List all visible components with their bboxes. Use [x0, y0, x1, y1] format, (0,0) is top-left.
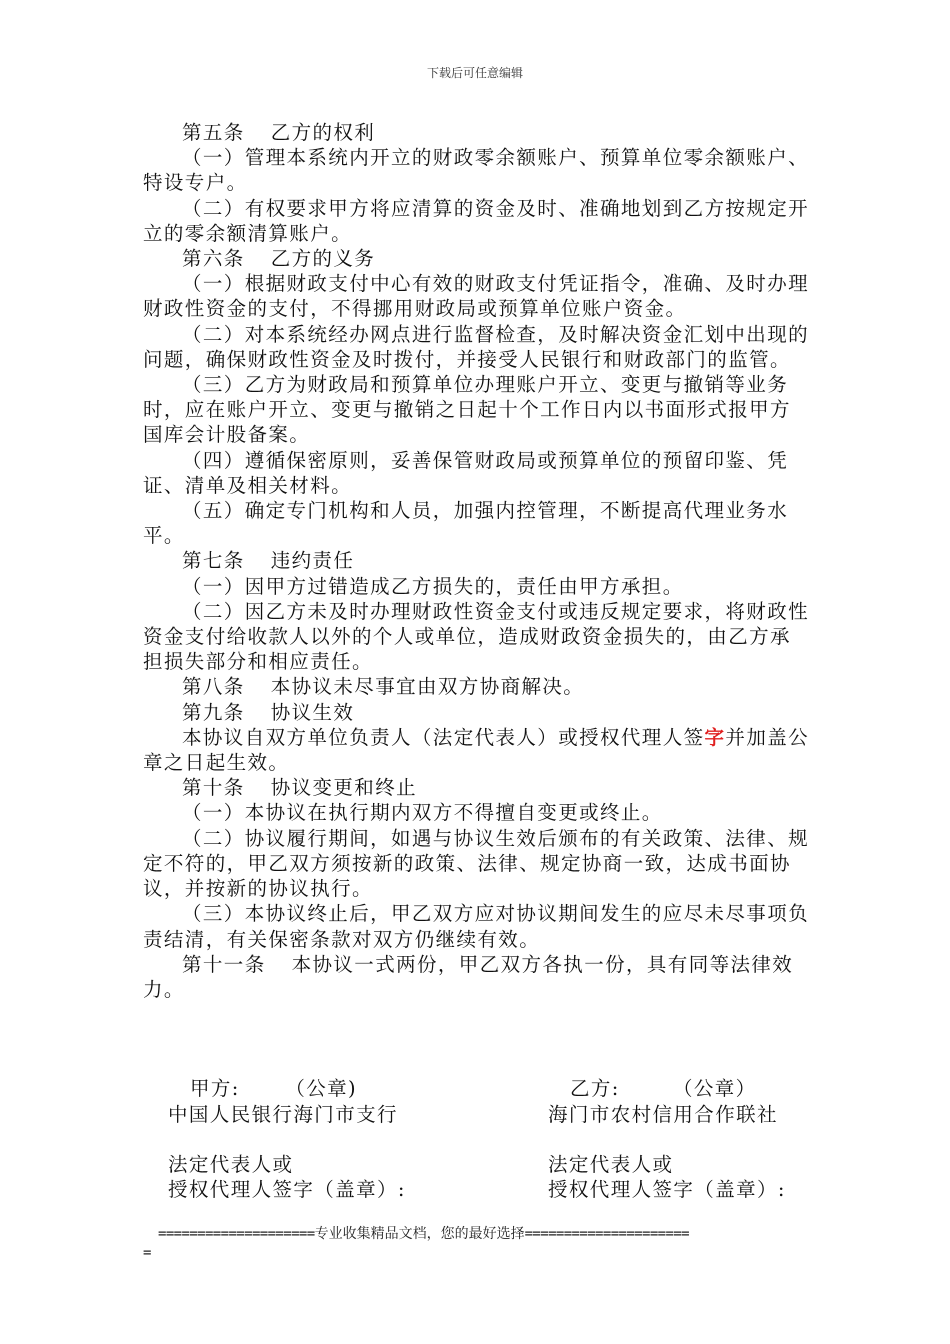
party-a-rep-line2: 授权代理人签字（盖章）:	[168, 1178, 406, 1201]
article-heading	[143, 952, 811, 1002]
article-heading	[143, 674, 811, 699]
article-number: 第八条	[182, 675, 245, 699]
party-a-rep-line1: 法定代表人或	[168, 1153, 294, 1176]
clause-paragraph	[143, 725, 811, 775]
article-number: 第十一条	[182, 952, 266, 976]
clause-paragraph: （一）管理本系统内开立的财政零余额账户、预算单位零余额账户、特设专户。	[143, 146, 810, 195]
party-b-rep-line1: 法定代表人或	[548, 1153, 674, 1176]
highlighted-char: 字	[704, 725, 726, 749]
article-number: 第九条	[182, 700, 245, 724]
article-title: 本协议未尽事宜由双方协商解决。	[270, 675, 585, 699]
footer-rule-tail: =	[143, 1245, 152, 1261]
clause-paragraph: （四）遵循保密原则，妥善保管财政局或预算单位的预留印鉴、凭证、清单及相关材料。	[143, 448, 789, 497]
clause-paragraph: （三）本协议终止后，甲乙双方应对协议期间发生的应尽未尽事项负责结清，有关保密条款对双方仍继续有效。	[143, 902, 810, 951]
clause-paragraph: （二）有权要求甲方将应清算的资金及时、准确地划到乙方按规定开立的零余额清算账户。	[143, 196, 810, 245]
footer-banner	[158, 1223, 818, 1243]
article-title: 违约责任	[270, 549, 355, 573]
article-number: 第五条	[182, 121, 245, 144]
header-note: 下载后可任意编辑	[426, 66, 523, 80]
article-heading	[143, 120, 811, 145]
article-title: 协议生效	[270, 700, 355, 724]
party-b-rep-line2: 授权代理人签字（盖章）:	[548, 1178, 786, 1201]
article-title: 协议变更和终止	[270, 776, 418, 800]
party-a-label: 甲方: （公章)	[190, 1077, 358, 1100]
article-heading	[143, 775, 811, 800]
article-heading	[143, 548, 811, 573]
clause-paragraph: （二）对本系统经办网点进行监督检查，及时解决资金汇划中出现的问题，确保财政性资金及时拨付，并接受人民银行和财政部门的监管。	[143, 322, 810, 371]
article-number: 第十条	[182, 776, 245, 800]
article-heading	[143, 700, 811, 725]
article-title: 乙方的义务	[270, 247, 376, 271]
party-b-label: 乙方: （公章）	[570, 1077, 757, 1100]
party-b-name: 海门市农村信用合作联社	[548, 1103, 778, 1126]
footer-text: 专业收集精品文档，您的最好选择	[314, 1226, 525, 1242]
clause-paragraph: （二）因乙方未及时办理财政性资金支付或违反规定要求，将财政性资金支付给收款人以外的个人或单位，造成财政资金损失的，由乙方承担损失部分和相应责任。	[143, 599, 810, 674]
party-a-name: 中国人民银行海门市支行	[168, 1103, 398, 1126]
article-title: 乙方的权利	[270, 121, 376, 144]
clause-paragraph: （二）协议履行期间，如遇与协议生效后颁布的有关政策、法律、规定不符的，甲乙双方须按新的政策、法律、规定协商一致，达成书面协议，并按新的协议执行。	[143, 826, 810, 901]
clause-paragraph: （三）乙方为财政局和预算单位办理账户开立、变更与撤销等业务时，应在账户开立、变更与撤销之日起十个工作日内以书面形式报甲方国库会计股备案。	[143, 373, 791, 447]
footer-rule-right: =====================	[524, 1226, 689, 1242]
agreement-body	[143, 120, 811, 1002]
clause-text: 并加盖公章之日起生效。	[143, 725, 810, 775]
footer-rule-left: ====================	[158, 1226, 315, 1242]
clause-paragraph: （五）确定专门机构和人员，加强内控管理，不断提高代理业务水平。	[143, 499, 789, 548]
clause-paragraph: （一）因甲方过错造成乙方损失的，责任由甲方承担。	[182, 574, 684, 598]
clause-paragraph: （一）根据财政支付中心有效的财政支付凭证指令，准确、及时办理财政性资金的支付，不得挪用财政局或预算单位账户资金。	[143, 272, 810, 321]
article-heading	[143, 246, 811, 271]
clause-paragraph: （一）本协议在执行期内双方不得擅自变更或终止。	[182, 801, 663, 825]
article-title: 本协议一式两份，甲乙双方各执一份，具有同等法律效力。	[143, 952, 794, 1001]
article-number: 第七条	[182, 549, 245, 573]
clause-text: 本协议自双方单位负责人（法定代表人）或授权代理人签	[182, 725, 705, 749]
article-number: 第六条	[182, 247, 245, 271]
